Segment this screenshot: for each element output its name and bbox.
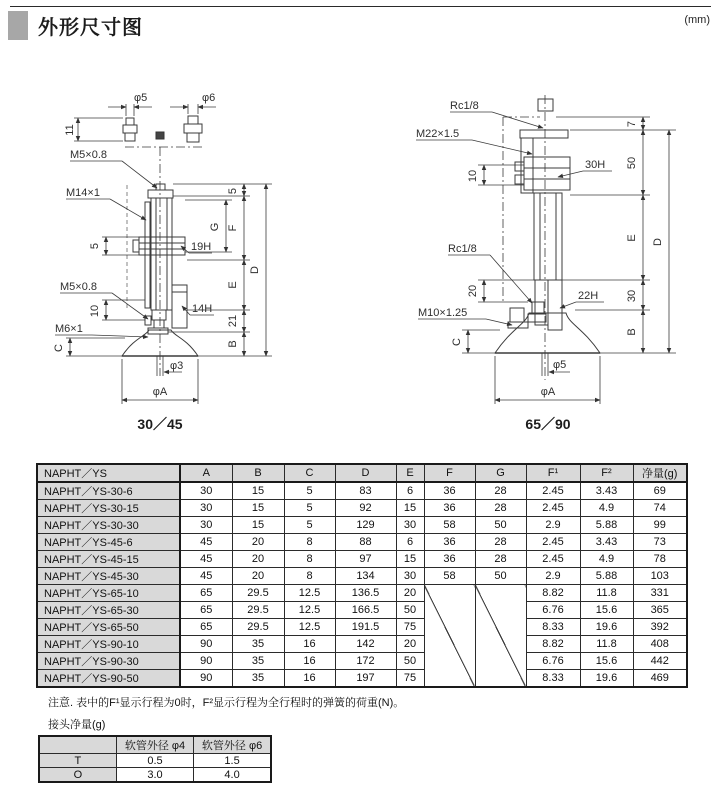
joint-row-t: T [39,754,116,768]
table-row [37,653,687,670]
cell: 36 [424,551,475,568]
cell: 15.6 [580,653,633,670]
header-f: F [424,464,475,482]
cell-model: NAPHT／YS-45-6 [37,534,180,551]
cell-model: NAPHT／YS-90-50 [37,670,180,688]
cell: 78 [633,551,687,568]
cell: 65 [180,585,232,602]
label-m5-top: M5×0.8 [70,149,107,161]
cell: 45 [180,534,232,551]
caption-30-45: 30／45 [137,416,183,432]
cell: 8.82 [526,636,580,653]
cell: 172 [335,653,396,670]
dim-label-50: 50 [626,156,638,170]
label-m14: M14×1 [66,187,100,199]
cell: 2.45 [526,500,580,517]
right-body [495,95,600,380]
cell: 142 [335,636,396,653]
cell: 19.6 [580,619,633,636]
cell: 5.88 [580,517,633,534]
dim-label-phiA: φA [152,386,168,398]
unit-label: (mm) [684,14,710,26]
cell: 2.9 [526,517,580,534]
table-row [37,500,687,517]
cell: 36 [424,482,475,500]
cell: 97 [335,551,396,568]
cell: 469 [633,670,687,688]
spec-table [36,463,688,688]
cell: 392 [633,619,687,636]
cell: 73 [633,534,687,551]
cell: 8.33 [526,619,580,636]
cell: 15 [396,500,424,517]
cell: 74 [633,500,687,517]
label-m6: M6×1 [55,323,83,335]
cell: 28 [475,534,526,551]
cell: 30 [180,500,232,517]
cell: 75 [396,670,424,688]
cell: 29.5 [232,585,284,602]
dim-label-10: 10 [89,304,101,318]
cell: 15 [232,517,284,534]
cell: 2.45 [526,551,580,568]
dim-label-5-left: 5 [89,242,101,250]
dim-label-e: E [227,281,239,289]
cell: 129 [335,517,396,534]
cell: 20 [232,568,284,585]
dim-label-b: B [626,328,638,336]
cell: 88 [335,534,396,551]
joint-header-blank [39,736,116,754]
dim-label-5-right: 5 [227,187,239,195]
cell: 30 [396,568,424,585]
page-title: 外形尺寸图 [38,17,143,39]
cell: 197 [335,670,396,688]
cell-model: NAPHT／YS-90-30 [37,653,180,670]
cell: 4.9 [580,551,633,568]
cell: 12.5 [284,602,335,619]
cell: 50 [475,517,526,534]
cell: 103 [633,568,687,585]
table-row [39,768,271,783]
cell: 45 [180,551,232,568]
cell: 35 [232,670,284,688]
joint-row-o: O [39,768,116,783]
joint-header-phi6: 软管外径 φ6 [194,736,271,754]
cell: 83 [335,482,396,500]
cell: 15 [232,500,284,517]
left-side-dims [66,184,272,404]
cell: 20 [396,636,424,653]
label-22h: 22H [578,290,599,302]
header-c: C [284,464,335,482]
cell: 191.5 [335,619,396,636]
cell: 6 [396,534,424,551]
cell: 20 [232,551,284,568]
cell-model: NAPHT／YS-45-30 [37,568,180,585]
cell: 365 [633,602,687,619]
cell: 4.0 [194,768,271,783]
cell: 8.33 [526,670,580,688]
label-m22: M22×1.5 [416,128,460,140]
cell: 8 [284,534,335,551]
dim-label-b: B [227,340,239,348]
dim-label-7: 7 [626,120,638,128]
cell: 28 [475,482,526,500]
dim-label-d: D [249,266,261,274]
cell: 15 [396,551,424,568]
header-f2: F² [580,464,633,482]
cell-model: NAPHT／YS-45-15 [37,551,180,568]
cell: 5.88 [580,568,633,585]
cell: 90 [180,636,232,653]
cell: 90 [180,653,232,670]
dim-label-11: 11 [64,124,76,136]
header-weight: 净量(g) [633,464,687,482]
header-model: NAPHT／YS [37,464,180,482]
cell: 2.45 [526,482,580,500]
dim-label-30: 30 [626,289,638,303]
dim-label-phi5: φ5 [553,359,567,371]
cell: 3.0 [116,768,193,783]
cell: 6.76 [526,602,580,619]
cell: 90 [180,670,232,688]
cell: 28 [475,500,526,517]
cell: 45 [180,568,232,585]
cell: 3.43 [580,534,633,551]
cell-model: NAPHT／YS-65-30 [37,602,180,619]
cell: 69 [633,482,687,500]
cell-model: NAPHT／YS-65-50 [37,619,180,636]
label-19h: 19H [191,241,212,253]
dim-label-21: 21 [227,314,239,328]
cell: 11.8 [580,636,633,653]
table-row [37,602,687,619]
table-row [37,482,687,500]
dim-label-f: F [227,224,239,232]
table-row [37,585,687,602]
cell: 2.9 [526,568,580,585]
label-m5-bottom: M5×0.8 [60,281,97,293]
cell: 16 [284,670,335,688]
table-row [39,754,271,768]
table-row [37,551,687,568]
cell: 75 [396,619,424,636]
cell: 36 [424,500,475,517]
title-marker [8,11,28,40]
cell: 30 [180,517,232,534]
top-rule [10,6,711,7]
cell: 58 [424,517,475,534]
cell: 3.43 [580,482,633,500]
cell: 1.5 [194,754,271,768]
cell: 408 [633,636,687,653]
cell: 29.5 [232,619,284,636]
cell: 15 [232,482,284,500]
cell: 30 [396,517,424,534]
cell: 331 [633,585,687,602]
dim-label-c: C [53,344,65,352]
right-side-dims [462,117,676,404]
cell: 36 [424,534,475,551]
dim-label-e: E [626,234,638,242]
table-header-row [37,464,687,482]
cell-model: NAPHT／YS-30-15 [37,500,180,517]
cell: 16 [284,653,335,670]
table-row [37,534,687,551]
table-row [37,619,687,636]
table-row [37,517,687,534]
dim-label-phiA: φA [540,386,556,398]
cell: 134 [335,568,396,585]
diagram-30-45 [30,80,342,452]
dim-label-phi3: φ3 [170,360,184,372]
cell: 99 [633,517,687,534]
cell: 4.9 [580,500,633,517]
cell: 20 [396,585,424,602]
cell-model: NAPHT／YS-30-30 [37,517,180,534]
table-row [37,636,687,653]
label-14h: 14H [192,303,213,315]
cell: 50 [396,653,424,670]
cell: 5 [284,482,335,500]
dim-label-phi6: φ6 [202,92,216,104]
cell: 5 [284,517,335,534]
cell: 30 [180,482,232,500]
cell-na-diagonal-f [424,585,475,688]
cell-na-diagonal-g [475,585,526,688]
dim-label-20: 20 [467,284,479,298]
cell: 0.5 [116,754,193,768]
label-rc18-top: Rc1/8 [450,100,479,112]
joint-net-weight-table [38,735,272,783]
cell: 15.6 [580,602,633,619]
cell-model: NAPHT／YS-90-10 [37,636,180,653]
cell: 6 [396,482,424,500]
cell: 35 [232,636,284,653]
label-m10: M10×1.25 [418,307,468,319]
cell: 35 [232,653,284,670]
dim-label-10: 10 [467,169,479,183]
table-note: 注意. 表中的F¹显示行程为0时，F²显示行程为全行程时的弹簧的荷重(N)。 [48,697,405,709]
cell: 65 [180,619,232,636]
header-e: E [396,464,424,482]
label-rc18-bottom: Rc1/8 [448,243,477,255]
cell: 166.5 [335,602,396,619]
header-d: D [335,464,396,482]
cell: 11.8 [580,585,633,602]
caption-65-90: 65／90 [525,416,571,432]
cell: 28 [475,551,526,568]
cell-model: NAPHT／YS-30-6 [37,482,180,500]
table-row [37,670,687,688]
cell: 442 [633,653,687,670]
cell: 19.6 [580,670,633,688]
cell: 58 [424,568,475,585]
cell-model: NAPHT／YS-65-10 [37,585,180,602]
header-f1: F¹ [526,464,580,482]
dim-label-g: G [209,222,221,232]
cell: 8 [284,551,335,568]
cell: 12.5 [284,585,335,602]
joint-header-phi4: 软管外径 φ4 [116,736,193,754]
cell: 8.82 [526,585,580,602]
cell: 2.45 [526,534,580,551]
joint-table-title: 接头净量(g) [48,719,106,731]
cell: 65 [180,602,232,619]
cell: 8 [284,568,335,585]
table-header-row [39,736,271,754]
cell: 29.5 [232,602,284,619]
cell: 16 [284,636,335,653]
dim-label-phi5: φ5 [134,92,148,104]
header-a: A [180,464,232,482]
cell: 92 [335,500,396,517]
dim-label-d: D [652,238,664,246]
cell: 6.76 [526,653,580,670]
dim-label-c: C [451,338,463,346]
cell: 20 [232,534,284,551]
header-g: G [475,464,526,482]
cell: 12.5 [284,619,335,636]
diagram-65-90 [380,80,715,452]
cell: 136.5 [335,585,396,602]
header-b: B [232,464,284,482]
label-30h: 30H [585,159,606,171]
cell: 50 [475,568,526,585]
cell: 5 [284,500,335,517]
cell: 50 [396,602,424,619]
table-row [37,568,687,585]
